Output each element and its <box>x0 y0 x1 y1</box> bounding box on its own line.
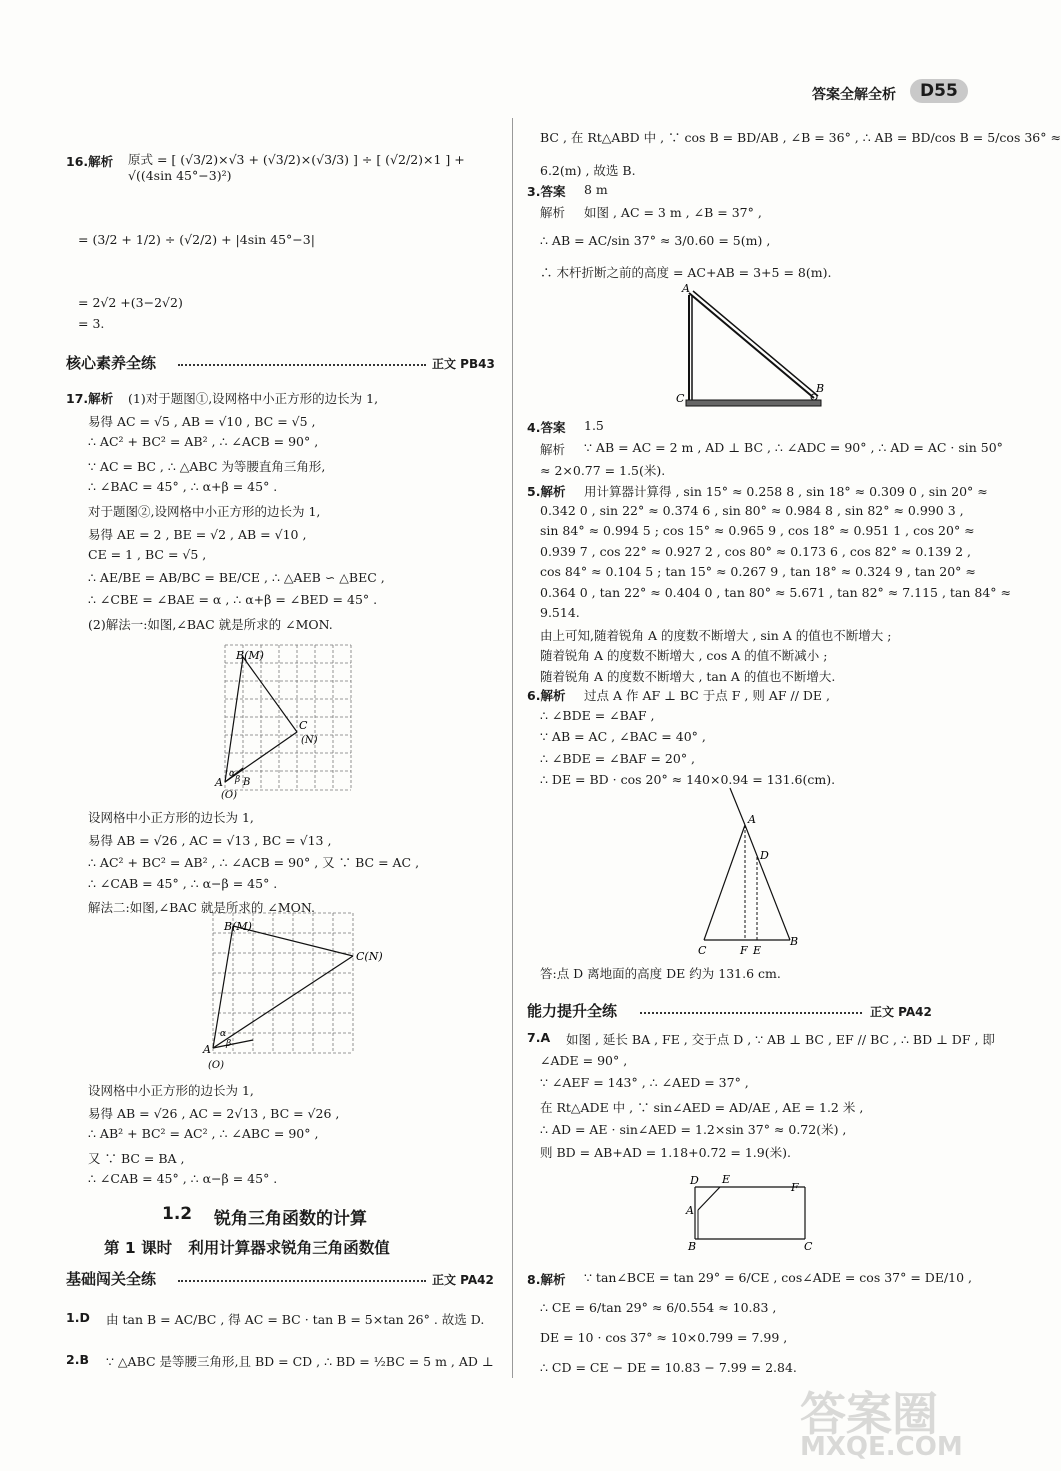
lesson-title: 第 1 课时 利用计算器求锐角三角函数值 <box>104 1239 390 1257</box>
q7-lines-line: 如图 , 延长 BA , FE , 交于点 D , ∵ AB ⊥ BC , EF // BC , ∴ BD ⊥ DF , 即 <box>566 1032 995 1047</box>
q6-label-a: A <box>748 813 756 826</box>
fig1-label-c: C <box>299 719 308 732</box>
grid-figure-1 <box>205 640 370 800</box>
fig1-label-beta: β <box>235 775 241 785</box>
q17-after1-line: ∴ AC² + BC² = AB² , ∴ ∠ACB = 90° , 又 ∵ BC = AC , <box>88 855 420 870</box>
q16-number: 16.解析 <box>66 154 114 169</box>
q16-line1: 原式 = [ (√3/2)×√3 + (√3/2)×(√3/3) ] ÷ [ (√2/2)×1 ] + √((4sin 45°−3)²) <box>128 152 465 183</box>
q6-answer: 答:点 D 离地面的高度 DE 约为 131.6 cm. <box>540 966 781 981</box>
q7-number: 7.A <box>527 1030 551 1045</box>
q6-lines-line: ∵ AB = AC , ∠BAC = 40° , <box>540 729 706 744</box>
q17-after1-line: 解法二:如图,∠BAC 就是所求的 ∠MON. <box>88 900 316 915</box>
q7-label-e: E <box>722 1173 731 1186</box>
q16-line2: = (3/2 + 1/2) ÷ (√2/2) + |4sin 45°−3| <box>78 232 315 247</box>
r-cont-line: BC , 在 Rt△ABD 中 , ∵ cos B = BD/AB , ∠B = 36° , ∴ AB = BD/cos B = 5/cos 36° ≈ <box>540 130 1061 145</box>
q17-lines-line: (1)对于题图①,设网格中小正方形的边长为 1, <box>128 391 379 406</box>
q17-lines-line: ∴ ∠BAC = 45° , ∴ α+β = 45° . <box>88 479 278 495</box>
q16-line3: = 2√2 +(3−2√2) <box>78 295 183 310</box>
q5-lines-line: 用计算器计算得 , sin 15° ≈ 0.258 8 , sin 18° ≈ 0.309 0 , sin 20° ≈ <box>584 484 988 499</box>
section-title-advanced: 能力提升全练 <box>527 1002 618 1020</box>
q6-figure <box>690 785 810 960</box>
section-dots <box>178 1280 426 1282</box>
q8-lines-line: ∴ CD = CE − DE = 10.83 − 7.99 = 2.84. <box>540 1360 797 1375</box>
q8-lines-line: ∴ CE = 6/tan 29° ≈ 6/0.554 ≈ 10.83 , <box>540 1300 777 1315</box>
q3-label-a: A <box>682 282 690 295</box>
q17-lines-line: ∴ AE/BE = AB/BC = BE/CE , ∴ △AEB ∽ △BEC , <box>88 569 385 585</box>
fig1-label-b-small: B <box>243 777 251 788</box>
q2-text: ∵ △ABC 是等腰三角形,且 BD = CD , ∴ BD = ½BC = 5 m , AD ⊥ <box>106 1354 494 1369</box>
q3-number: 3.答案 <box>527 184 566 199</box>
watermark-url: MXQE.COM <box>800 1432 963 1462</box>
header-label: 答案全解全析 <box>812 87 896 103</box>
q17-after1-line: 易得 AB = √26 , AC = √13 , BC = √13 , <box>88 832 332 848</box>
q6-lines-line: 过点 A 作 AF ⊥ BC 于点 F , 则 AF // DE , <box>584 688 831 703</box>
q1-text: 由 tan B = AC/BC , 得 AC = BC · tan B = 5×tan 26° . 故选 D. <box>106 1312 485 1327</box>
fig1-label-b: B(M) <box>236 649 264 662</box>
q4-number: 4.答案 <box>527 420 566 435</box>
fig2-label-a: A <box>203 1043 211 1056</box>
fig1-label-a: A <box>215 776 223 789</box>
q5-lines-line: 由上可知,随着锐角 A 的度数不断增大 , sin A 的值也不断增大 ; <box>540 627 892 643</box>
q17-after2-line: 又 ∵ BC = BA , <box>88 1150 185 1166</box>
q7-lines-line: 则 BD = AB+AD = 1.18+0.72 = 1.9(米). <box>540 1144 791 1160</box>
section-title-core: 核心素养全练 <box>66 354 157 372</box>
q7-lines-line: ∵ ∠AEF = 143° , ∴ ∠AED = 37° , <box>540 1075 749 1090</box>
fig2-label-beta: β <box>226 1039 232 1049</box>
q8-number: 8.解析 <box>527 1272 566 1287</box>
q7-lines-line: 在 Rt△ADE 中 , ∵ sin∠AED = AD/AE , AE = 1.2 米 , <box>540 1099 864 1115</box>
q17-after2-line: 设网格中小正方形的边长为 1, <box>88 1083 254 1098</box>
q6-label-d: D <box>760 849 769 862</box>
q8-lines-line: DE = 10 · cos 37° ≈ 10×0.799 = 7.99 , <box>540 1330 788 1345</box>
q6-label-b: B <box>790 935 799 948</box>
q17-lines-line: 对于题图②,设网格中小正方形的边长为 1, <box>88 504 321 519</box>
q6-lines-line: ∴ DE = BD · cos 20° ≈ 140×0.94 = 131.6(cm). <box>540 772 836 787</box>
q17-lines-line: ∴ AC² + BC² = AB² , ∴ ∠ACB = 90° , <box>88 434 319 450</box>
q7-label-c: C <box>804 1240 813 1253</box>
q6-label-c: C <box>698 944 707 957</box>
q2-number: 2.B <box>66 1352 89 1367</box>
q6-label-f: F <box>740 944 748 957</box>
q3-answer: 8 m <box>584 182 608 197</box>
q3-jiexi: 解析 <box>540 205 566 220</box>
q17-number: 17.解析 <box>66 391 114 406</box>
q7-lines-line: ∠ADE = 90° , <box>540 1052 628 1068</box>
section-dots <box>640 1012 862 1014</box>
q17-lines-line: 易得 AE = 2 , BE = √2 , AB = √10 , <box>88 526 307 542</box>
q3-label-c: C <box>676 392 685 405</box>
fig2-label-b: B(M) <box>224 920 252 933</box>
q7-label-b: B <box>688 1240 697 1253</box>
fig2-label-alpha: α <box>220 1029 227 1039</box>
q5-lines-line: 0.342 0 , sin 22° ≈ 0.374 6 , sin 80° ≈ 0.984 8 , sin 82° ≈ 0.990 3 , <box>540 502 964 518</box>
q5-lines-line: 0.364 0 , tan 22° ≈ 0.404 0 , tan 80° ≈ 5.671 , tan 82° ≈ 7.115 , tan 84° ≈ <box>540 584 1012 600</box>
grid-figure-2 <box>198 908 383 1078</box>
q7-label-a: A <box>686 1204 694 1217</box>
q5-lines-line: 0.939 7 , cos 22° ≈ 0.927 2 , cos 80° ≈ 0.173 6 , cos 82° ≈ 0.139 2 , <box>540 543 972 559</box>
section-dots <box>178 364 426 366</box>
fig2-label-c: C(N) <box>356 950 383 963</box>
q17-after2-line: 易得 AB = √26 , AC = 2√13 , BC = √26 , <box>88 1105 340 1121</box>
q4-lines-line: ∵ AB = AC = 2 m , AD ⊥ BC , ∴ ∠ADC = 90° , ∴ AD = AC · sin 50° <box>584 440 1003 455</box>
fig1-label-n: (N) <box>301 735 318 746</box>
chapter-number: 1.2 <box>162 1204 193 1224</box>
q17-after1-line: 设网格中小正方形的边长为 1, <box>88 810 254 825</box>
q5-number: 5.解析 <box>527 484 566 499</box>
q16-line4: = 3. <box>78 316 105 331</box>
q5-lines-line: 随着锐角 A 的度数不断增大 , cos A 的值不断减小 ; <box>540 648 828 663</box>
q4-lines-line: ≈ 2×0.77 = 1.5(米). <box>540 463 666 478</box>
q6-lines-line: ∴ ∠BDE = ∠BAF = 20° , <box>540 750 696 766</box>
q3-label-b: B <box>816 382 825 395</box>
section-ref-core: 正文 PB43 <box>432 357 495 371</box>
q3-lines-line: 如图 , AC = 3 m , ∠B = 37° , <box>584 205 762 220</box>
q17-after2-line: ∴ AB² + BC² = AC² , ∴ ∠ABC = 90° , <box>88 1126 319 1141</box>
fig2-label-o: (O) <box>208 1060 225 1071</box>
section-ref-advanced: 正文 PA42 <box>870 1005 932 1019</box>
q8-lines-line: ∵ tan∠BCE = tan 29° = 6/CE , cos∠ADE = cos 37° = DE/10 , <box>584 1270 973 1285</box>
q6-label-e: E <box>753 944 762 957</box>
q1-number: 1.D <box>66 1310 90 1325</box>
q4-answer: 1.5 <box>584 418 604 433</box>
q5-lines-line: sin 84° ≈ 0.994 5 ; cos 15° ≈ 0.965 9 , cos 18° ≈ 0.951 1 , cos 20° ≈ <box>540 523 975 538</box>
q3-lines-line: ∴ AB = AC/sin 37° ≈ 3/0.60 = 5(m) , <box>540 233 771 248</box>
q17-lines-line: 易得 AC = √5 , AB = √10 , BC = √5 , <box>88 413 316 429</box>
page-number-badge: D55 <box>910 79 968 103</box>
q17-lines-line: ∴ ∠CBE = ∠BAE = α , ∴ α+β = ∠BED = 45° . <box>88 592 378 608</box>
q17-lines-line: CE = 1 , BC = √5 , <box>88 547 207 563</box>
q17-lines-line: ∵ AC = BC , ∴ △ABC 为等腰直角三角形, <box>88 458 326 474</box>
q7-label-f: F <box>791 1181 799 1194</box>
q3-figure <box>672 280 832 415</box>
q7-label-d: D <box>690 1174 699 1187</box>
q17-after2-line: ∴ ∠CAB = 45° , ∴ α−β = 45° . <box>88 1171 278 1186</box>
r-cont-line: 6.2(m) , 故选 B. <box>540 163 636 178</box>
q4-jiexi: 解析 <box>540 442 566 457</box>
section-ref-basic: 正文 PA42 <box>432 1273 494 1287</box>
q3-lines-line: ∴ 木杆折断之前的高度 = AC+AB = 3+5 = 8(m). <box>540 265 832 280</box>
q7-figure <box>680 1172 820 1252</box>
q6-lines-line: ∴ ∠BDE = ∠BAF , <box>540 707 655 723</box>
q7-lines-line: ∴ AD = AE · sin∠AED = 1.2×sin 37° ≈ 0.72(米) , <box>540 1122 847 1137</box>
fig1-label-o: (O) <box>221 790 238 801</box>
q5-lines-line: cos 84° ≈ 0.104 5 ; tan 15° ≈ 0.267 9 , tan 18° ≈ 0.324 9 , tan 20° ≈ <box>540 564 976 579</box>
q6-number: 6.解析 <box>527 688 566 703</box>
column-divider <box>512 118 513 1378</box>
fig1-label-alpha: α <box>229 769 236 779</box>
q5-lines-line: 随着锐角 A 的度数不断增大 , tan A 的值也不断增大. <box>540 668 836 684</box>
q17-after1-line: ∴ ∠CAB = 45° , ∴ α−β = 45° . <box>88 875 278 891</box>
section-title-basic: 基础闯关全练 <box>66 1270 157 1288</box>
q17-lines-line: (2)解法一:如图,∠BAC 就是所求的 ∠MON. <box>88 617 333 632</box>
chapter-title: 锐角三角函数的计算 <box>214 1209 367 1229</box>
watermark-logo: 答案圈 <box>800 1387 938 1441</box>
q5-lines-line: 9.514. <box>540 605 580 620</box>
